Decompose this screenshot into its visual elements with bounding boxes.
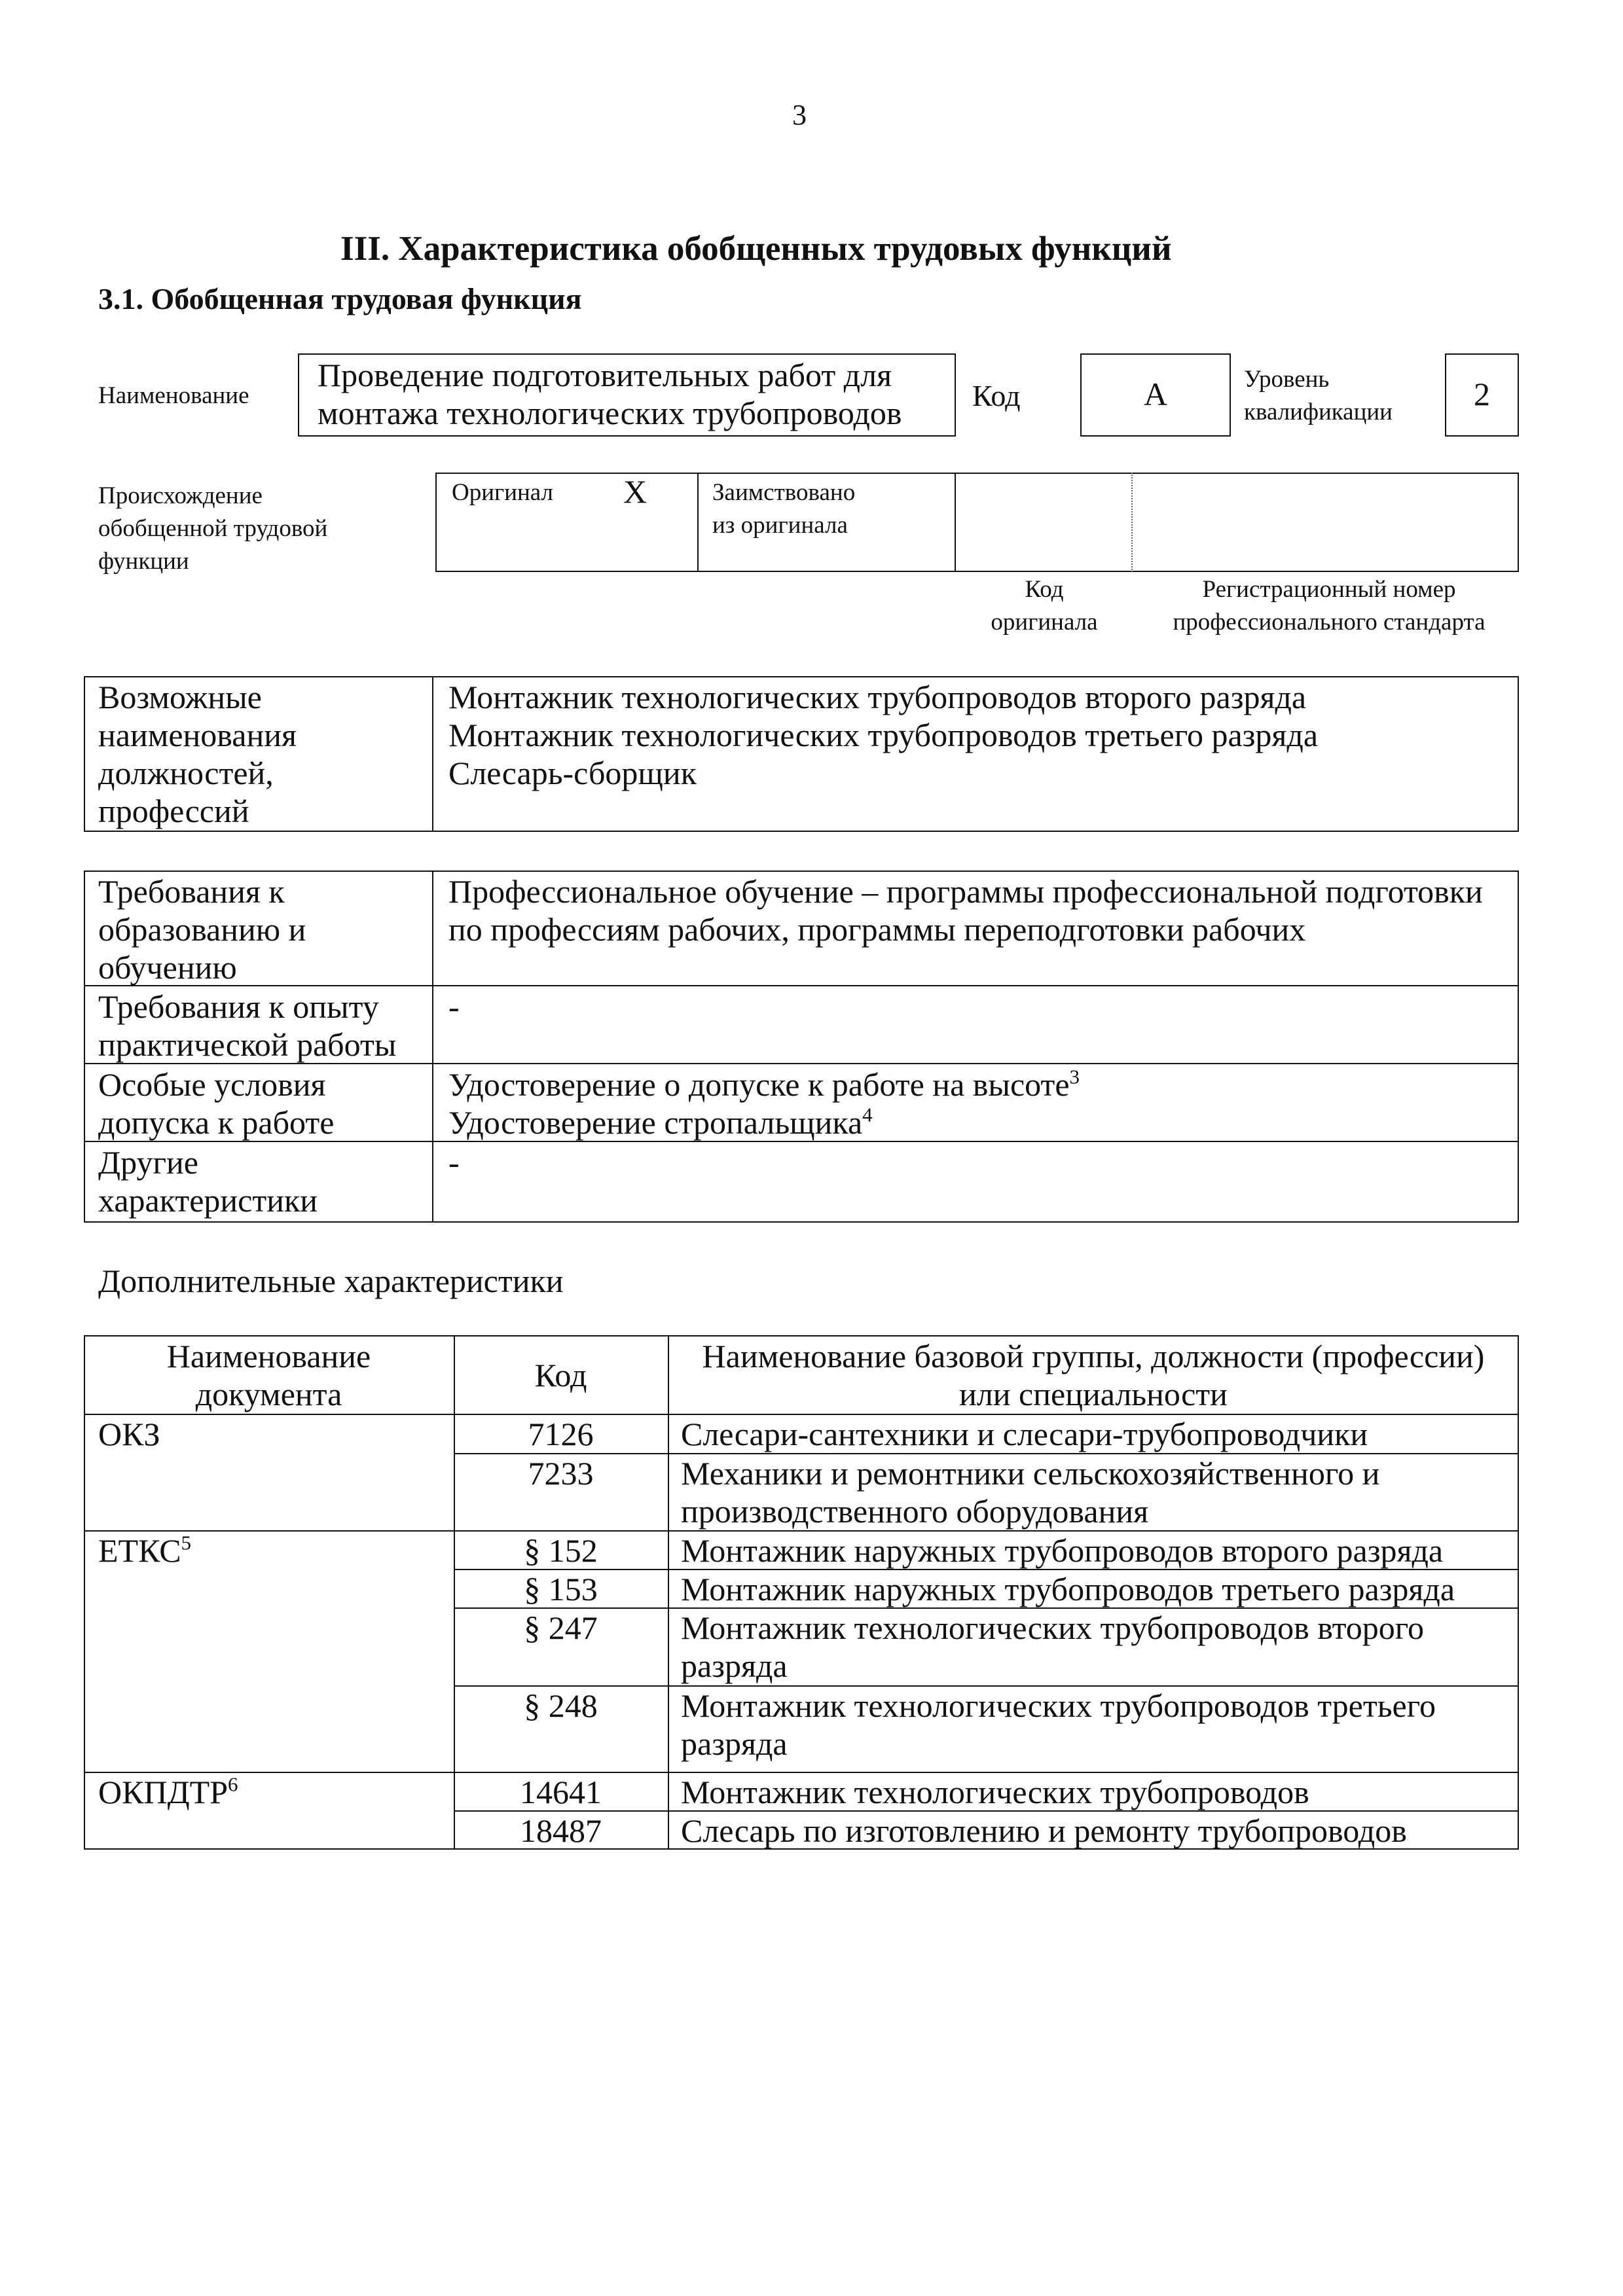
table-row-code: 7233	[528, 1455, 594, 1492]
origin-divider	[697, 473, 699, 572]
other-characteristics-label	[98, 1143, 318, 1219]
header-document-line: документа	[195, 1376, 342, 1412]
experience-label-line: практической работы	[98, 1026, 397, 1063]
table-row-code: 14641	[520, 1774, 602, 1810]
code-value: А	[1143, 376, 1168, 412]
table-row-name	[681, 1532, 1443, 1570]
borrowed-label-line: Заимствовано	[712, 479, 856, 506]
requirements-divider	[432, 870, 433, 1223]
positions-values	[448, 678, 1318, 792]
education-value	[448, 872, 1483, 948]
table-row-code: § 248	[524, 1687, 598, 1724]
table-row-name-line: Механики и ремонтники сельскохозяйственного и	[681, 1455, 1380, 1492]
header-name	[668, 1337, 1519, 1413]
special-conditions-text: Удостоверение о допуске к работе на высоте	[448, 1066, 1070, 1103]
footnote-ref: 4	[862, 1103, 873, 1126]
experience-label	[98, 988, 396, 1064]
level-value-box	[1445, 353, 1519, 437]
section-title: III. Характеристика обобщенных трудовых функций	[340, 230, 1172, 268]
special-conditions-value	[448, 1066, 1080, 1141]
level-value: 2	[1474, 376, 1490, 412]
position-item: Монтажник технологических трубопроводов второго разряда	[448, 679, 1307, 715]
table-row-name-line: Монтажник технологических трубопроводов второго	[681, 1609, 1425, 1646]
additional-title: Дополнительные характеристики	[98, 1263, 564, 1299]
origin-label-line: обобщенной трудовой	[98, 515, 328, 542]
table-row-name	[681, 1773, 1309, 1811]
other-characteristics-value	[448, 1143, 460, 1181]
origin-divider	[955, 473, 956, 572]
positions-label-line: профессий	[98, 793, 249, 829]
table-row-code: 7126	[528, 1416, 594, 1452]
name-value-line: монтажа технологических трубопроводов	[318, 395, 902, 431]
doc-okpdtr	[98, 1773, 238, 1811]
original-mark: X	[623, 473, 647, 510]
table-row-name	[681, 1812, 1407, 1850]
table-row-code: 18487	[520, 1812, 602, 1849]
code-original-line: Код	[1025, 576, 1064, 603]
code-original-line: оригинала	[991, 609, 1098, 636]
origin-box	[435, 473, 1519, 572]
name-value-box	[298, 353, 956, 437]
other-characteristics-label-line: характеристики	[98, 1182, 318, 1219]
level-label	[1244, 363, 1393, 429]
origin-dotted-divider	[1131, 473, 1133, 572]
education-label-line: образованию и	[98, 911, 306, 948]
page-number: 3	[792, 99, 807, 131]
other-characteristics-value-line: -	[448, 1144, 460, 1181]
borrowed-label-line: из оригинала	[712, 512, 848, 539]
code-label: Код	[972, 379, 1021, 412]
positions-label	[98, 678, 297, 830]
table-row-code: § 152	[524, 1532, 598, 1569]
reg-number-label	[1133, 573, 1525, 639]
doc-okz	[98, 1415, 160, 1453]
education-value-line: по профессиям рабочих, программы переподготовки рабочих	[448, 911, 1306, 948]
header-code	[454, 1356, 668, 1394]
table-row-code: § 247	[524, 1609, 598, 1646]
footnote-ref: 3	[1069, 1065, 1080, 1088]
education-label-line: Требования к	[98, 873, 285, 910]
name-label: Наименование	[98, 382, 249, 409]
table-row-name-line: разряда	[681, 1647, 788, 1684]
footnote-ref: 5	[181, 1531, 192, 1554]
doc-name: ОКПДТР	[98, 1774, 228, 1810]
original-label: Оригинал	[452, 479, 554, 506]
header-document	[84, 1337, 454, 1413]
education-label-line: обучению	[98, 949, 237, 986]
positions-divider	[432, 676, 433, 832]
special-conditions-text: Удостоверение стропальщика	[448, 1104, 863, 1141]
education-value-line: Профессиональное обучение – программы профессиональной подготовки	[448, 873, 1483, 910]
table-row-name-line: разряда	[681, 1725, 788, 1762]
position-item: Монтажник технологических трубопроводов третьего разряда	[448, 717, 1319, 753]
reg-number-line: профессионального стандарта	[1173, 609, 1486, 636]
header-code-text: Код	[534, 1357, 587, 1393]
table-row-name-line: Монтажник наружных трубопроводов третьего разряда	[681, 1571, 1455, 1607]
doc-name: ОКЗ	[98, 1416, 160, 1452]
special-conditions-label-line: допуска к работе	[98, 1104, 335, 1141]
header-document-line: Наименование	[166, 1338, 371, 1374]
special-conditions-line	[448, 1066, 1080, 1103]
table-row-code: § 153	[524, 1571, 598, 1607]
header-name-line: или специальности	[959, 1376, 1228, 1412]
code-original-label	[962, 573, 1126, 639]
positions-label-line: должностей,	[98, 755, 274, 791]
positions-label-line: Возможные	[98, 679, 262, 715]
level-label-line: Уровень	[1244, 366, 1330, 393]
origin-label-line: Происхождение	[98, 482, 263, 509]
experience-value	[448, 988, 460, 1026]
table-row-name-line: Слесари-сантехники и слесари-трубопроводчики	[681, 1416, 1368, 1452]
table-row-name-line: производственного оборудования	[681, 1493, 1149, 1530]
table-row-name-line: Монтажник технологических трубопроводов	[681, 1774, 1309, 1810]
special-conditions-label	[98, 1066, 334, 1141]
footnote-ref: 6	[228, 1772, 238, 1796]
table-row-name	[681, 1687, 1436, 1763]
origin-label	[98, 480, 327, 578]
level-label-line: квалификации	[1244, 399, 1393, 425]
special-conditions-line	[448, 1103, 1080, 1141]
education-label	[98, 872, 306, 986]
table-row-name-line: Слесарь по изготовлению и ремонту трубопроводов	[681, 1812, 1407, 1849]
experience-label-line: Требования к опыту	[98, 988, 379, 1025]
origin-label-line: функции	[98, 548, 189, 575]
subsection-title: 3.1. Обобщенная трудовая функция	[98, 282, 582, 315]
table-row-name	[681, 1415, 1368, 1453]
borrowed-label	[712, 476, 855, 542]
other-characteristics-label-line: Другие	[98, 1144, 198, 1181]
doc-name: ЕТКС	[98, 1532, 181, 1569]
table-row-name-line: Монтажник наружных трубопроводов второго разряда	[681, 1532, 1444, 1569]
header-name-line: Наименование базовой группы, должности (профессии)	[702, 1338, 1485, 1374]
position-item: Слесарь-сборщик	[448, 755, 697, 791]
table-row-name	[681, 1454, 1379, 1530]
reg-number-line: Регистрационный номер	[1202, 576, 1456, 603]
code-value-box	[1080, 353, 1231, 437]
experience-value-line: -	[448, 988, 460, 1025]
table-row-name	[681, 1609, 1424, 1685]
table-row-name	[681, 1570, 1455, 1608]
doc-etks	[98, 1532, 191, 1570]
special-conditions-label-line: Особые условия	[98, 1066, 326, 1103]
positions-label-line: наименования	[98, 717, 297, 753]
table-row-name-line: Монтажник технологических трубопроводов третьего	[681, 1687, 1436, 1724]
name-value-line: Проведение подготовительных работ для	[318, 357, 892, 393]
